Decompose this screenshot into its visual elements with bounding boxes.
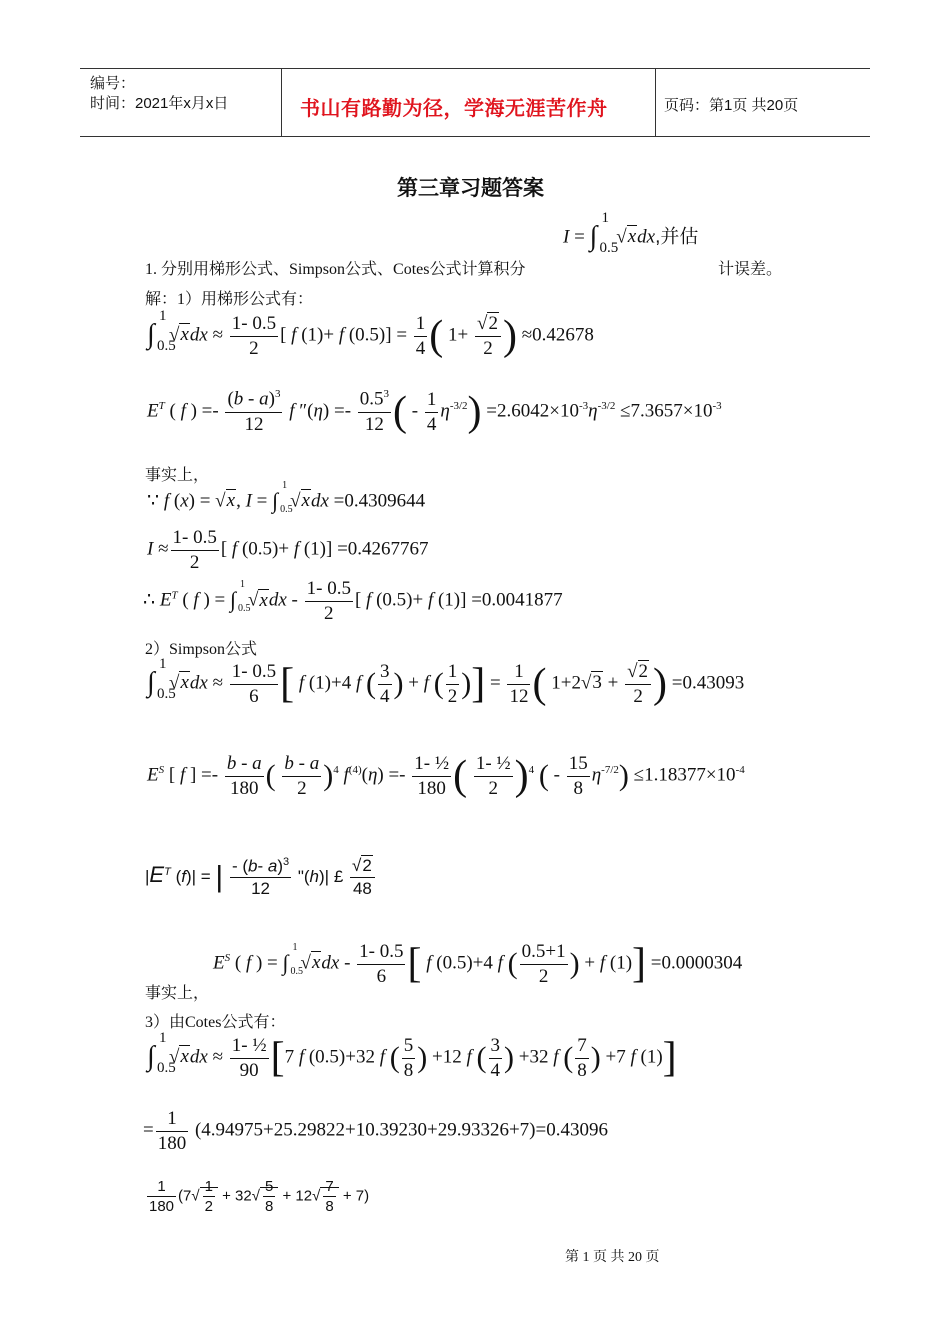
trap-val: =0.4267767 [337,538,429,560]
eq-cotes: ∫ 1 0.5 √xdx ≈ $\frac{\text{1- ½}}{90}$ [7 f (0.5)+32 f ( $\frac{5}{8}$ ) +12 f ( $\frac{3}{4}$ ) +32 f ( $\frac{7}{8}$ ) +7 f (1)] [147,1030,677,1081]
fact-label-1: 事实上， [145,467,210,484]
eq-simpson-error: $E^S$ [ f ] =- $\frac{b - a}{180}$ ( $\frac{b - a}{2}$ )$^4$ $f^{(4)}(\eta)$ =- $\frac{\text{1- ½}}{180}$ ( $\frac{\text{1- ½}}{2}$ )$^4$ ( - $\frac{15}{8}$ $\eta^{-7/2}) \le 1.18377\times 10^{-4}$ [147,752,745,799]
header-bottom-rule [80,136,870,137]
cotes-line2: (4.94975+25.29822+10.39230+29.93326+7)=0.43096 [194,1119,608,1141]
fact-label-2: 事实上， [145,985,210,1002]
eq-abs-error-note: $|E^T$ (f)| = | $\frac{- (b- a)^3}{12}$ "(h)| £ $\frac{√2}{48}$ [145,856,377,899]
header-divider-right [655,68,656,136]
header-motto: 书山有路勤为径，学海无涯苦作舟 [300,98,608,120]
problem-text-tail: 计误差。 [718,261,783,278]
header-page-label: 页码：第1页 共20页 [664,97,799,114]
eq-trapezoid: ∫ 1 0.5 √xdx ≈ $\frac{1- 0.5}{2}$ [ f (1)+ f (0.5)] = $\frac{1}{4}$ ( 1+ $\frac{√2}{2}$ ) ≈0.42678 [147,308,594,359]
solution-intro: 解：1）用梯形公式有： [145,291,314,308]
trap-error-value: =2.6042×10 [486,400,579,422]
trap-true-error: =0.0041877 [471,589,563,611]
header-divider-left [281,68,282,136]
eq-trapezoid-error: $E^T$ ( f ) =- $\frac{(b - a)^3}{12}$ f ″(η) =- $\frac{0.5^3}{12}$ ( - $\frac{1}{4}$ $\eta^{-3/2}) =2.6042\times 10^{-3}\eta^{-3/2} \le 7.3657\times 10^{-3}$ [147,388,722,435]
simpson-true-error: =0.0000304 [650,952,743,974]
eq-trap-true-error: ∴ $E^T$ ( f ) = ∫ 1 0.5 √xdx - $\frac{1- 0.5}{2}$ [ f (0.5)+ f (1)] =0.0041877 [143,578,563,624]
problem-integral: I = ∫ 1 0.5 √xdx,并估 [563,210,699,256]
eq-cotes-result: = $\frac{1}{180}$ (4.94975+25.29822+10.39230+29.93326+7)=0.43096 [143,1108,608,1154]
eq-trap-value: I ≈ $\frac{1- 0.5}{2}$ [ f (0.5)+ f (1)] =0.4267767 [147,527,429,573]
eq-simpson: ∫ 1 0.5 √xdx ≈ $\frac{1- 0.5}{6}$ [ f (1)+4 f ( $\frac{3}{4}$ ) + f ( $\frac{1}{2}$ )] = $\frac{1}{12}$ ( 1+2√3 + $\frac{√2}{2}$ ) =0.43093 [147,656,745,707]
eq-simpson-true-error: $E^S$ ( f ) = ∫ 1 0.5 √xdx - $\frac{1- 0.5}{6}$ [ f (0.5)+4 f ( $\frac{0.5+1}{2}$ ) + f (1)] =0.0000304 [213,940,743,987]
header-number-label: 编号： [90,75,136,92]
trap-error-bound: ≤7.3657×10 [620,400,713,422]
part3-label: 3）由Cotes公式有： [145,1014,286,1031]
trap-value: ≈0.42678 [521,324,594,346]
header-date-label: 时间：2021年x月x日 [90,95,229,112]
problem-suffix: ,并估 [655,226,699,248]
eq-cotes-note: $\frac{1}{180}$ (7√ $\frac{1}{2}$ + 32√ $\frac{5}{8}$ + 12√ $\frac{7}{8}$ + 7) [149,1178,370,1216]
part2-label: 2）Simpson公式 [145,641,258,658]
header-top-rule [80,68,870,69]
problem-text: 1. 分别用梯形公式、Simpson公式、Cotes公式计算积分 [145,261,526,278]
eq-exact: ∵ f (x) = √x, I = ∫ 1 0.5 √xdx =0.4309644 [147,480,426,515]
simpson-error-bound: ≤1.18377×10 [633,764,736,786]
page-footer: 第 1 页 共 20 页 [565,1250,660,1265]
exact-value: =0.4309644 [333,490,426,512]
page-title: 第三章习题答案 [397,177,544,200]
simpson-value: =0.43093 [671,672,745,694]
